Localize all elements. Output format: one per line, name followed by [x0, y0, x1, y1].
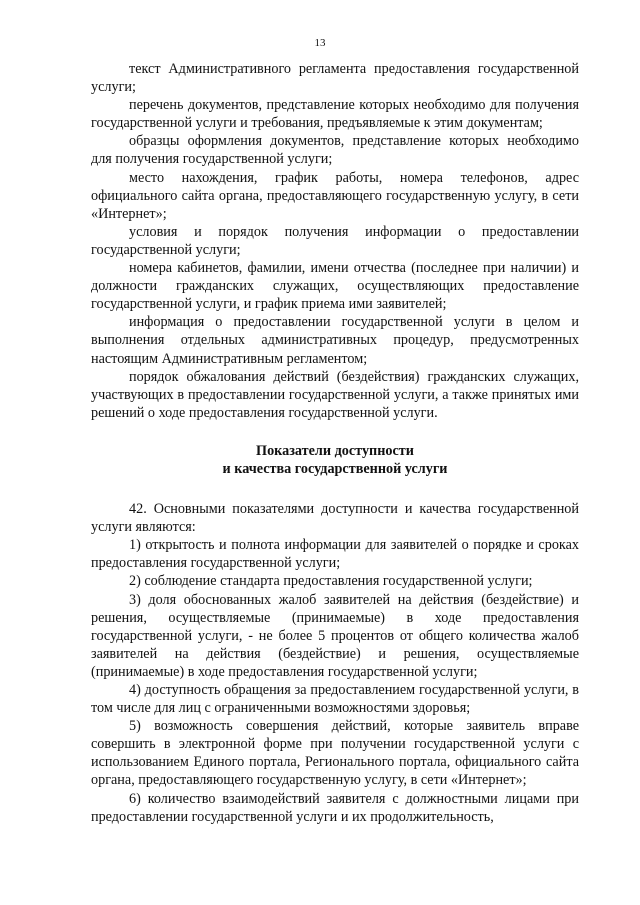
paragraph: перечень документов, представление которых необходимо для получения государственной услуги и требования, предъявляемые к этим документам; [91, 97, 579, 132]
list-item: 6) количество взаимодействий заявителя с должностными лицами при предоставлении государственной услуги и их продолжительность, [91, 790, 579, 825]
list-item: 5) возможность совершения действий, которые заявитель вправе совершить в электронной форме при получении государственной услуги с использованием Единого портала, Регионального портала, официального сайта органа, предоставляющего государственную услугу, в сети «Интернет»; [91, 718, 579, 789]
list-item: 4) доступность обращения за предоставлением государственной услуги, в том числе для лиц с ограниченными возможностями здоровья; [91, 682, 579, 717]
paragraph: образцы оформления документов, представление которых необходимо для получения государственной услуги; [91, 133, 579, 168]
page-number: 13 [314, 37, 326, 49]
list-item: 3) доля обоснованных жалоб заявителей на действия (бездействие) и решения, осуществляемые (принимаемые) в ходе предоставления государственной услуги, - не более 5 процентов от общего количества жалоб заявителей на действия (бездействие) и решения, осуществляемые (принимаемые) в ходе предоставления государственной услуги; [91, 591, 579, 680]
list-item: 1) открытость и полнота информации для заявителей о порядке и сроках предоставления государственной услуги; [91, 537, 579, 572]
paragraph: порядок обжалования действий (бездействия) гражданских служащих, участвующих в предоставлении государственной услуги, а также принятых ими решений о ходе предоставления государственной услуги. [91, 368, 579, 421]
list-item: 2) соблюдение стандарта предоставления государственной услуги; [129, 573, 533, 590]
paragraph: текст Административного регламента предоставления государственной услуги; [91, 61, 579, 96]
section-heading-line: и качества государственной услуги [222, 460, 448, 477]
paragraph: место нахождения, график работы, номера телефонов, адрес официального сайта органа, предоставляющего государственную услугу, в сети «Интернет»; [91, 169, 579, 222]
paragraph: условия и порядок получения информации о предоставлении государственной услуги; [91, 223, 579, 258]
section-heading [91, 442, 579, 478]
paragraph: 42. Основными показателями доступности и качества государственной услуги являются: [91, 501, 579, 536]
section-heading-line: Показатели доступности [256, 442, 414, 459]
paragraph: номера кабинетов, фамилии, имени отчества (последнее при наличии) и должности гражданских служащих, осуществляющих предоставление государственной услуги, и график приема ими заявителей; [91, 260, 579, 313]
paragraph: информация о предоставлении государственной услуги в целом и выполнения отдельных административных процедур, предусмотренных настоящим Административным регламентом; [91, 314, 579, 367]
document-body [91, 60, 579, 826]
